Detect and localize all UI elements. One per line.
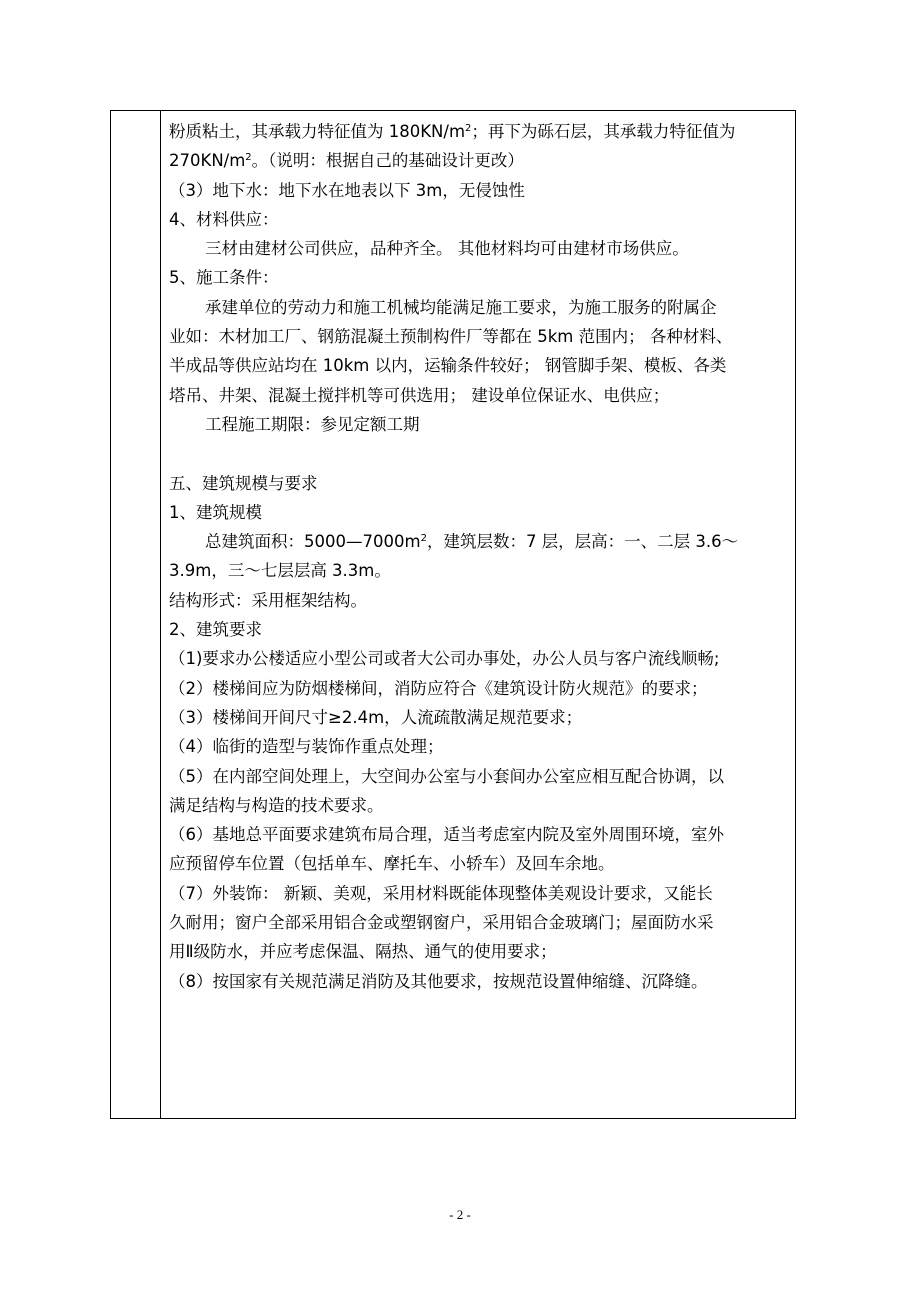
- text-line: （8）按国家有关规范满足消防及其他要求，按规范设置伸缩缝、沉降缝。: [169, 971, 708, 991]
- superscript: 2: [245, 152, 252, 164]
- text-line: 工程施工期限：参见定额工期: [205, 414, 420, 434]
- text-line: 总建筑面积：$5000—7000m^2$，建筑层数：7 层，层高：一、二层 3.6～: [205, 532, 739, 552]
- superscript: 2: [465, 123, 472, 134]
- text-line: 用Ⅱ级防水，并应考虑保温、隔热、通气的使用要求；: [169, 942, 557, 962]
- section-heading: 1、建筑规模: [169, 502, 262, 522]
- text-line: 半成品等供应站均在 10km 以内，运输条件较好； 钢管脚手架、模板、各类: [169, 356, 727, 376]
- text-line: 塔吊、井架、混凝土搅拌机等可供选用； 建设单位保证水、电供应；: [169, 385, 670, 405]
- text-line: 粉质粘土，其承载力特征值为 $180KN/m^2$；再下为砾石层，其承载力特征值为: [169, 122, 736, 141]
- text-line: 3.9m，三～七层层高 3.3m。: [169, 561, 391, 581]
- text-line: 结构形式：采用框架结构。: [169, 590, 367, 610]
- text-line: （7）外装饰： 新颖、美观，采用材料既能体现整体美观设计要求，又能长: [169, 883, 713, 903]
- section-heading: 2、建筑要求: [169, 620, 262, 640]
- text-line: （2）楼梯间应为防烟楼梯间，消防应符合《建筑设计防火规范》的要求；: [169, 678, 708, 698]
- table-left-column: [111, 111, 161, 1118]
- text-line: 三材由建材公司供应，品种齐全。 其他材料均可由建材市场供应。: [205, 239, 689, 259]
- text-line: 承建单位的劳动力和施工机械均能满足施工要求，为施工服务的附属企: [205, 297, 717, 317]
- text-line: （1)要求办公楼适应小型公司或者大公司办事处，办公人员与客户流线顺畅;: [169, 649, 720, 669]
- text-line: 久耐用；窗户全部采用铝合金或塑钢窗户，采用铝合金玻璃门；屋面防水采: [169, 913, 714, 933]
- blank-line: [169, 439, 793, 468]
- text-line: 满足结构与构造的技术要求。: [169, 795, 384, 815]
- text-line: 业如：木材加工厂、钢筋混凝土预制构件厂等都在 5km 范围内； 各种材料、: [169, 327, 733, 347]
- document-table: [110, 110, 796, 1119]
- text-line: （3）楼梯间开间尺寸≥2.4m，人流疏散满足规范要求；: [169, 707, 583, 727]
- text-line: （5）在内部空间处理上，大空间办公室与小套间办公室应相互配合协调，以: [169, 766, 724, 786]
- text-line: $270KN/m^2$。（说明：根据自己的基础设计更改）: [169, 151, 524, 171]
- text-line: （4）临街的造型与装饰作重点处理；: [169, 737, 444, 757]
- section-heading: 5、施工条件：: [169, 268, 279, 288]
- text-line: （3）地下水：地下水在地表以下 3m，无侵蚀性: [169, 180, 525, 200]
- chapter-heading: 五、建筑规模与要求: [169, 473, 318, 493]
- superscript: 2: [420, 533, 427, 545]
- section-heading: 4、材料供应：: [169, 209, 279, 229]
- table-content-cell: [169, 117, 793, 996]
- text-line: 应预留停车位置（包括单车、摩托车、小轿车）及回车余地。: [169, 854, 615, 874]
- page-number: - 2 -: [449, 1207, 471, 1222]
- text-line: （6）基地总平面要求建筑布局合理，适当考虑室内院及室外周围环境，室外: [169, 825, 724, 845]
